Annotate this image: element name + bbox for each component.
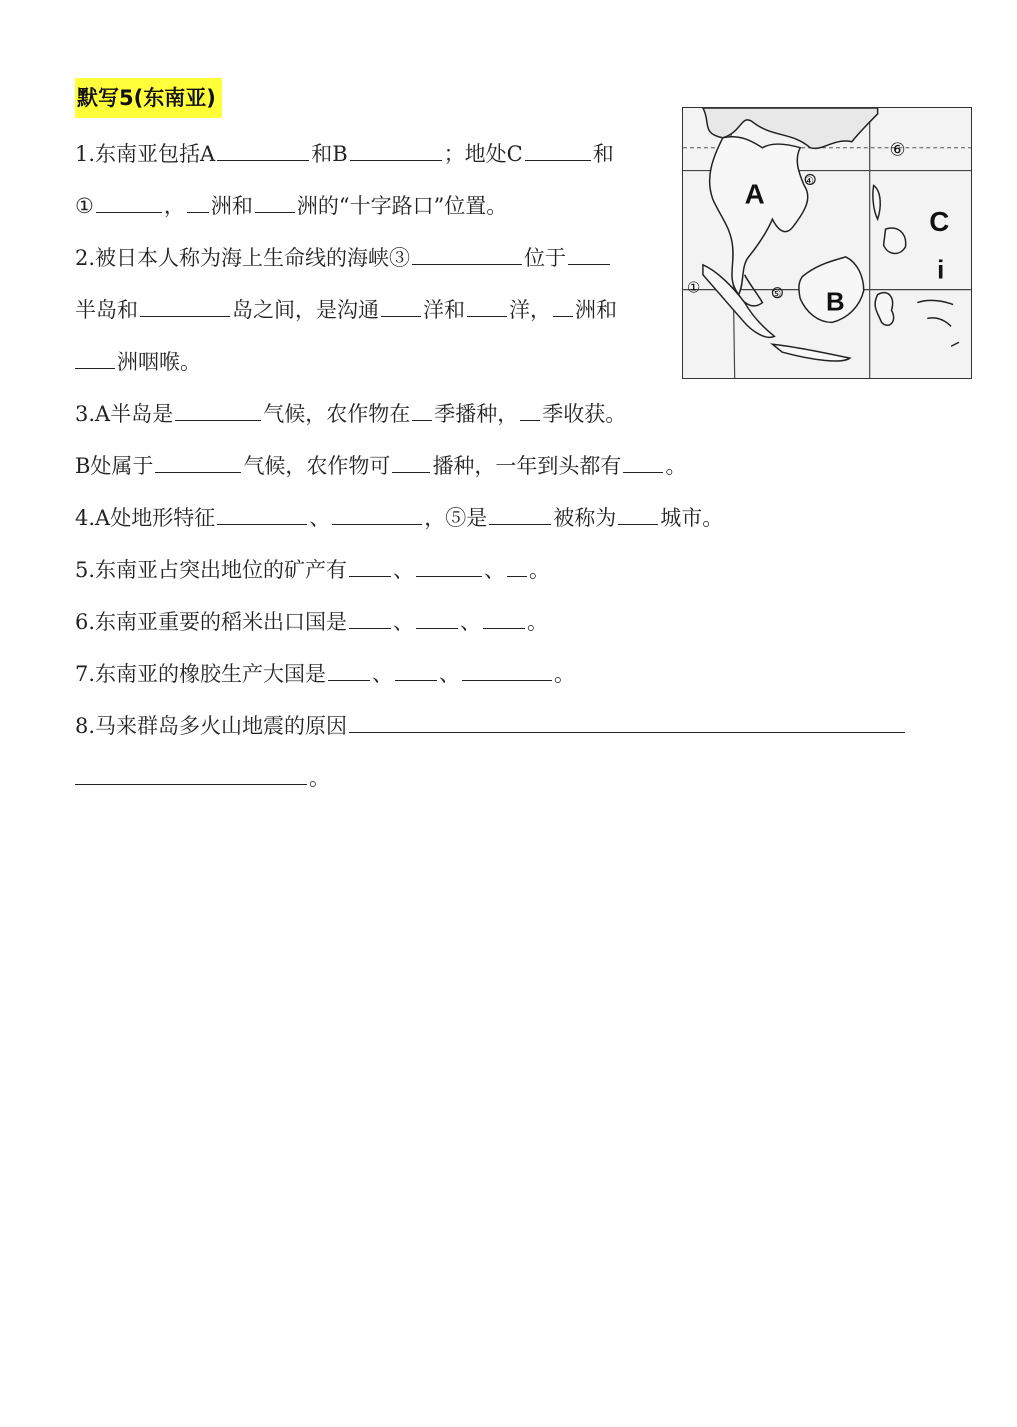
map-label-b: B bbox=[826, 288, 845, 317]
q3-text-2: 气候，农作物在 bbox=[263, 402, 411, 426]
q8-text-1: 8.马来群岛多火山地震的原因 bbox=[75, 714, 348, 738]
question-1 bbox=[75, 138, 614, 168]
q1-blank-f[interactable] bbox=[255, 190, 295, 213]
map-label-c: C bbox=[929, 206, 950, 238]
q5-blank-2[interactable] bbox=[416, 554, 482, 577]
q2-text-7: 洲和 bbox=[575, 298, 617, 322]
q1-text-5: ① bbox=[75, 194, 94, 218]
worksheet-title: 默写5(东南亚) bbox=[75, 78, 222, 118]
q6-blank-1[interactable] bbox=[349, 606, 391, 629]
q2-text-6: 洋， bbox=[509, 298, 551, 322]
question-5 bbox=[75, 554, 550, 584]
q1-text-6: ， bbox=[163, 194, 185, 218]
question-2-cont bbox=[75, 294, 617, 324]
q5-sep-1: 、 bbox=[393, 558, 415, 582]
q4-text-3: ，⑤是 bbox=[424, 506, 488, 530]
question-6 bbox=[75, 606, 548, 636]
question-2 bbox=[75, 242, 612, 272]
q6-text-1: 6.东南亚重要的稻米出口国是 bbox=[75, 610, 348, 634]
q4-blank-1[interactable] bbox=[217, 502, 307, 525]
question-3 bbox=[75, 398, 626, 428]
southeast-asia-map bbox=[682, 107, 972, 379]
map-label-a: A bbox=[744, 178, 765, 210]
q1-blank-d[interactable] bbox=[96, 190, 162, 213]
q2-blank-7[interactable] bbox=[75, 346, 115, 369]
question-7 bbox=[75, 658, 575, 688]
q5-end: 。 bbox=[529, 558, 551, 582]
q1-blank-a[interactable] bbox=[217, 138, 309, 161]
q2-text-3: 半岛和 bbox=[75, 298, 138, 322]
q2-text-1: 2.被日本人称为海上生命线的海峡③ bbox=[75, 246, 411, 270]
q3-text-5: B处属于 bbox=[75, 454, 154, 478]
q1-text-7: 洲和 bbox=[210, 194, 253, 218]
map-label-6: ⑥ bbox=[889, 139, 906, 161]
map-label-1: ① bbox=[687, 278, 701, 297]
q5-blank-3[interactable] bbox=[507, 554, 527, 577]
q8-blank-2[interactable] bbox=[75, 762, 307, 785]
q3-text-1: 3.A半岛是 bbox=[75, 402, 174, 426]
q5-text-1: 5.东南亚占突出地位的矿产有 bbox=[75, 558, 348, 582]
q7-end: 。 bbox=[554, 662, 576, 686]
q1-blank-b[interactable] bbox=[350, 138, 442, 161]
q3-text-8: 。 bbox=[665, 454, 687, 478]
q1-blank-e[interactable] bbox=[187, 190, 209, 213]
q4-text-5: 城市。 bbox=[660, 506, 724, 530]
q3-blank-4[interactable] bbox=[155, 450, 241, 473]
q2-blank-6[interactable] bbox=[553, 294, 573, 317]
q3-text-6: 气候，农作物可 bbox=[243, 454, 391, 478]
q2-blank-3[interactable] bbox=[140, 294, 230, 317]
q4-text-2: 、 bbox=[309, 506, 331, 530]
q1-text-3: ；地处C bbox=[443, 142, 523, 166]
question-3-cont bbox=[75, 450, 686, 480]
q3-blank-2[interactable] bbox=[412, 398, 432, 421]
q4-blank-2[interactable] bbox=[332, 502, 422, 525]
q3-blank-5[interactable] bbox=[392, 450, 430, 473]
q7-text-1: 7.东南亚的橡胶生产大国是 bbox=[75, 662, 327, 686]
q3-blank-3[interactable] bbox=[520, 398, 540, 421]
q4-blank-4[interactable] bbox=[618, 502, 658, 525]
q2-text-4: 岛之间，是沟通 bbox=[232, 298, 379, 322]
q6-sep-1: 、 bbox=[393, 610, 415, 634]
q6-blank-2[interactable] bbox=[416, 606, 458, 629]
question-4 bbox=[75, 502, 723, 532]
q7-blank-3[interactable] bbox=[462, 658, 552, 681]
q8-blank-1[interactable] bbox=[349, 710, 905, 733]
q1-blank-c[interactable] bbox=[525, 138, 591, 161]
q6-sep-2: 、 bbox=[460, 610, 482, 634]
q7-sep-2: 、 bbox=[439, 662, 461, 686]
q2-text-8: 洲咽喉。 bbox=[117, 350, 201, 374]
q4-text-1: 4.A处地形特征 bbox=[75, 506, 216, 530]
q5-blank-1[interactable] bbox=[349, 554, 391, 577]
q7-sep-1: 、 bbox=[372, 662, 394, 686]
q2-blank-2[interactable] bbox=[568, 242, 610, 265]
q1-text-4: 和 bbox=[592, 142, 614, 166]
q5-sep-2: 、 bbox=[484, 558, 506, 582]
question-2-cont2 bbox=[75, 346, 201, 376]
q4-blank-3[interactable] bbox=[489, 502, 551, 525]
q3-blank-1[interactable] bbox=[175, 398, 261, 421]
q2-blank-1[interactable] bbox=[412, 242, 522, 265]
map-label-5: ⑤ bbox=[771, 287, 782, 301]
question-8-cont bbox=[75, 762, 330, 792]
q7-blank-2[interactable] bbox=[395, 658, 437, 681]
question-8 bbox=[75, 710, 907, 740]
q1-text-2: 和B bbox=[311, 142, 348, 166]
q2-blank-4[interactable] bbox=[381, 294, 421, 317]
svg-text:i: i bbox=[937, 256, 945, 285]
q2-text-2: 位于 bbox=[524, 246, 567, 270]
q8-end: 。 bbox=[309, 766, 330, 790]
q2-blank-5[interactable] bbox=[467, 294, 507, 317]
q4-text-4: 被称为 bbox=[553, 506, 617, 530]
q7-blank-1[interactable] bbox=[328, 658, 370, 681]
map-label-4: ④ bbox=[804, 174, 814, 188]
question-1-cont bbox=[75, 190, 507, 220]
q6-blank-3[interactable] bbox=[483, 606, 525, 629]
q6-end: 。 bbox=[527, 610, 549, 634]
q2-text-5: 洋和 bbox=[423, 298, 465, 322]
q1-text-1: 1.东南亚包括A bbox=[75, 142, 216, 166]
q3-blank-6[interactable] bbox=[623, 450, 663, 473]
q3-text-7: 播种，一年到头都有 bbox=[432, 454, 622, 478]
q1-text-8: 洲的“十字路口”位置。 bbox=[296, 194, 508, 218]
q3-text-4: 季收获。 bbox=[542, 402, 627, 426]
q3-text-3: 季播种， bbox=[434, 402, 519, 426]
